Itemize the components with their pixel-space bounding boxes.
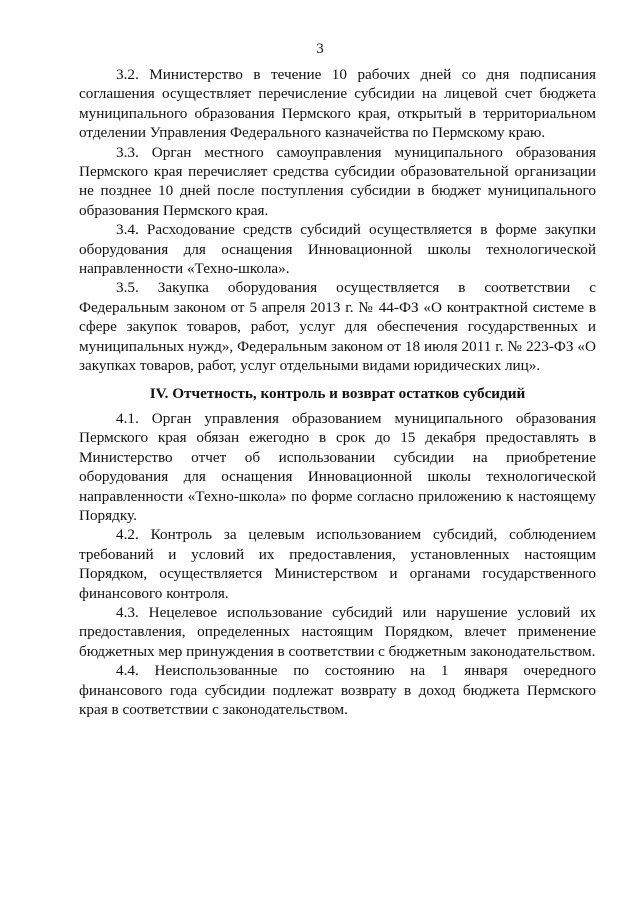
paragraph-4-4: 4.4. Неиспользованные по состоянию на 1 января очередного финансового года субсидии подлежат возврату в доход бюджета Пермского края в соответствии с законодательством. (79, 662, 596, 718)
paragraph-4-2: 4.2. Контроль за целевым использованием субсидий, соблюдением требований и условий их предоставления, установленных настоящим Порядком, осуществляется Министерством и органами государственного финансового контроля. (79, 526, 596, 602)
paragraph-3-4: 3.4. Расходование средств субсидий осуществляется в форме закупки оборудования для оснащения Инновационной школы технологической направленности «Техно-школа». (79, 221, 596, 278)
paragraph-3-2: 3.2. Министерство в течение 10 рабочих дней со дня подписания соглашения осуществляет перечисление субсидии на лицевой счет бюджета муниципального образования Пермского края, открытый в территориальном отделении Управления Федерального казначейства по Пермскому краю. (79, 66, 596, 142)
paragraph-3-3: 3.3. Орган местного самоуправления муниципального образования Пермского края перечисляет средства субсидии образовательной организации не позднее 10 дней после поступления субсидии в бюджет муниципального образования Пермского края. (79, 143, 596, 219)
paragraph-3-5: 3.5. Закупка оборудования осуществляется в соответствии с Федеральным законом от 5 апреля 2013 г. № 44-ФЗ «О контрактной системе в сфере закупок товаров, работ, услуг для обеспечения государственных и муниципальных нужд», Федеральным законом от 18 июля 2011 г. № 223-ФЗ «О закупках товаров, работ, услуг отдельными видами юридических лиц». (79, 279, 596, 375)
paragraph-4-1: 4.1. Орган управления образованием муниципального образования Пермского края обязан ежегодно в срок до 15 декабря предоставлять в Министерство отчет об использовании субсидии на приобретение оборудования для оснащения Инновационной школы технологической направленности «Техно-школа» по форме согласно приложению к настоящему Порядку. (79, 409, 596, 524)
document-body (79, 65, 596, 719)
page-number: 3 (316, 41, 324, 57)
paragraph-4-3: 4.3. Нецелевое использование субсидий или нарушение условий их предоставления, определенных настоящим Порядком, влечет применение бюджетных мер принуждения в соответствии с бюджетным законодательством. (79, 603, 596, 660)
section-heading: IV. Отчетность, контроль и возврат остатков субсидий (149, 384, 526, 402)
